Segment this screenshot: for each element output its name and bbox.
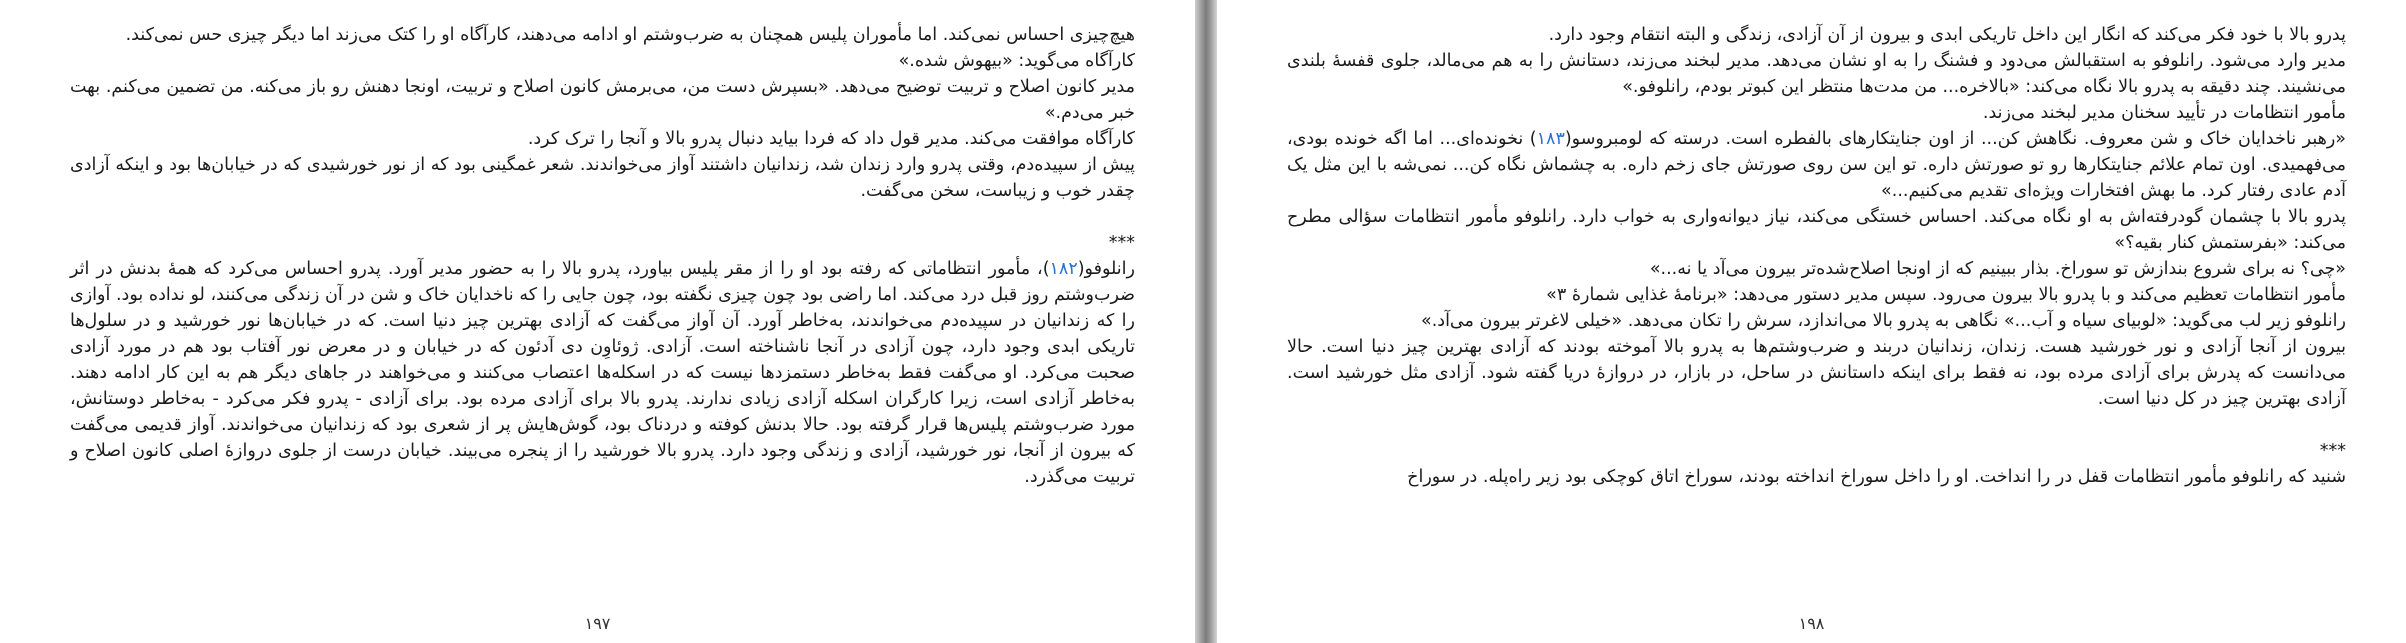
right-page-text-continued (1287, 464, 2346, 490)
paragraph: شنید که رانلوفو مأمور انتظامات قفل در را انداخت. او را داخل سوراخ انداخته بودند، سوراخ اتاق کوچکی بود زیر راه‌پله. در سوراخ (1407, 467, 2346, 487)
paragraph-start: رانلوفو( (1077, 259, 1135, 279)
paragraph: کارآگاه موافقت می‌کند. مدیر قول داد که فردا بیاید دنبال پدرو بالا و آنجا را ترک کرد. (527, 129, 1135, 149)
right-page (1217, 0, 2406, 643)
footnote-reference[interactable]: ۱۸۲ (1049, 259, 1078, 279)
paragraph: مدیر کانون اصلاح و تربیت توضیح می‌دهد. «بسپرش دست من، می‌برمش کانون اصلاح و تربیت، اونجا دهنش رو باز می‌کنه. من تضمین می‌کنم. بهت خبر می‌دم.» (70, 77, 1135, 123)
section-separator: *** (1108, 233, 1135, 253)
paragraph: رانلوفو زیر لب می‌گوید: «لوبیای سیاه و آب...» نگاهی به پدرو بالا می‌اندازد، سرش را تکان می‌دهد. «خیلی لاغرتر بیرون می‌آد.» (1421, 311, 2346, 331)
paragraph: کارآگاه می‌گوید: «بیهوش شده.» (898, 51, 1135, 71)
section-separator: *** (2319, 441, 2346, 461)
paragraph: مأمور انتظامات در تأیید سخنان مدیر لبخند می‌زند. (1982, 103, 2346, 123)
left-page (0, 0, 1195, 643)
paragraph: مأمور انتظامات تعظیم می‌کند و با پدرو بالا بیرون می‌رود. سپس مدیر دستور می‌دهد: «برنامهٔ غذایی شمارهٔ ۳» (1546, 285, 2346, 305)
paragraph: پدرو بالا با خود فکر می‌کند که انگار این داخل تاریکی ابدی و بیرون از آن آزادی، زندگی و البته انتقام وجود دارد. (1548, 25, 2346, 45)
paragraph: پدرو بالا با چشمان گودرفته‌اش به او نگاه می‌کند. احساس خستگی می‌کند، نیاز دیوانه‌واری به خواب دارد. رانلوفو مأمور انتظامات سؤالی مطرح می‌کند: «بفرستمش کنار بقیه؟» (1287, 207, 2346, 253)
book-spine-divider (1195, 0, 1217, 643)
page-number: ۱۹۸ (1798, 614, 1825, 633)
right-page-text (1287, 22, 2346, 412)
paragraph: هیچ‌چیزی احساس نمی‌کند. اما مأموران پلیس همچنان به ضرب‌وشتم او ادامه می‌دهند، کارآگاه او را کتک می‌زند اما دیگر چیزی حس نمی‌کند. (125, 25, 1135, 45)
paragraph-rest: )، مأمور انتظاماتی که رفته بود او را از مقر پلیس بیاورد، پدرو بالا را به حضور مدیر آورد. پدرو احساس می‌کرد که همهٔ بدنش در اثر ضرب‌وشتم روز قبل درد می‌کند. اما راضی بود چون چیزی نگفته بود، چون جایی را که ناخدایان خاک و شن در آن زندگی می‌کنند، لو نداده بود. آوازی را که زندانیان در سپیده‌دم می‌خواندند، به‌خاطر آورد. آن آواز می‌گفت که آزادی بهترین چیز دنیا است. که در خیابان‌ها نور خورشید و در سلول‌ها تاریکی ابدی وجود دارد، چون آزادی در آنجا ناشناخته است. آزادی. ژوئاوِن دی آدئون که در خیابان و در معرض نور آفتاب بود هم در مورد آزادی صحبت می‌کرد. او می‌گفت فقط به‌خاطر دستمزدها نیست که در اسکله‌ها اعتصاب می‌کنند و می‌خواهند در جاهای دیگر هم به این کار ادامه دهند. به‌خاطر آزادی است، زیرا کارگران اسکله آزادی زیادی ندارند. پدرو بالا برای آزادی مرده بود. برای آزادی - پدرو فکر می‌کرد - به‌خاطر دوستانش، مورد ضرب‌وشتم پلیس‌ها قرار گرفته بود. حالا بدنش کوفته و دردناک بود، گوش‌هایش پر از شعری بود که زندانیان می‌خواندند. آواز قدیمی می‌گفت که بیرون از آنجا، نور خورشید، آزادی و زندگی وجود دارد. پدرو بالا خورشید را از پنجره می‌بیند. خیابان درست از جلوی دروازهٔ اصلی کانون اصلاح و تربیت می‌گذرد. (70, 259, 1135, 487)
paragraph (70, 256, 1135, 490)
paragraph: پیش از سپیده‌دم، وقتی پدرو وارد زندان شد، زندانیان داشتند آواز می‌خواندند. شعر غمگینی بود که از نور خورشیدی که در خیابان‌ها بود و اینکه آزادی چقدر خوب و زیباست، سخن می‌گفت. (70, 155, 1135, 201)
paragraph: «چی؟ نه برای شروع بندازش تو سوراخ. بذار ببینیم که از اونجا اصلاح‌شده‌تر بیرون می‌آد یا نه...» (1649, 259, 2346, 279)
paragraph: مدیر وارد می‌شود. رانلوفو به استقبالش می‌دود و فشنگ را به او نشان می‌دهد. مدیر لبخند می‌زند، دستانش را به هم می‌مالد، جلوی قفسهٔ بلندی می‌نشیند. چند دقیقه به پدرو بالا نگاه می‌کند: «بالاخره... من مدت‌ها منتظر این کبوتر بودم، رانلوفو.» (1287, 51, 2346, 97)
paragraph (1287, 126, 2346, 204)
footnote-reference[interactable]: ۱۸۳ (1536, 129, 1565, 149)
left-page-text-continued (70, 256, 1135, 490)
quote-rest: ) نخونده‌ای... اما اگه خونده بودی، می‌فهمیدی. اون تمام علائم جنایتکارها رو تو صورتش داره. تو این سن روی صورتش جای زخم داره. به چشماش نگاه کن... نمی‌شه با این مثل یک آدم عادی رفتار کرد. ما بهش افتخارات ویژه‌ای تقدیم می‌کنیم...» (1287, 129, 2346, 201)
left-page-text (70, 22, 1135, 204)
quote-start: «رهبر ناخدایان خاک و شن معروف. نگاهش کن... از اون جنایتکارهای بالفطره است. درسته که لومبروسو( (1564, 129, 2346, 149)
paragraph: بیرون از آنجا آزادی و نور خورشید هست. زندان، زندانیان دربند و ضرب‌وشتم‌ها به پدرو بالا آموخته بودند که آزادی بهترین چیز دنیا است. حالا می‌دانست که پدرش برای آزادی مرده بود، نه فقط برای اینکه داستانش در ساحل، در بازار، در دروازهٔ دریا گفته شود. آزادی مثل خورشید است. آزادی بهترین چیز در کل دنیا است. (1287, 337, 2346, 409)
page-number: ۱۹۷ (584, 614, 611, 633)
